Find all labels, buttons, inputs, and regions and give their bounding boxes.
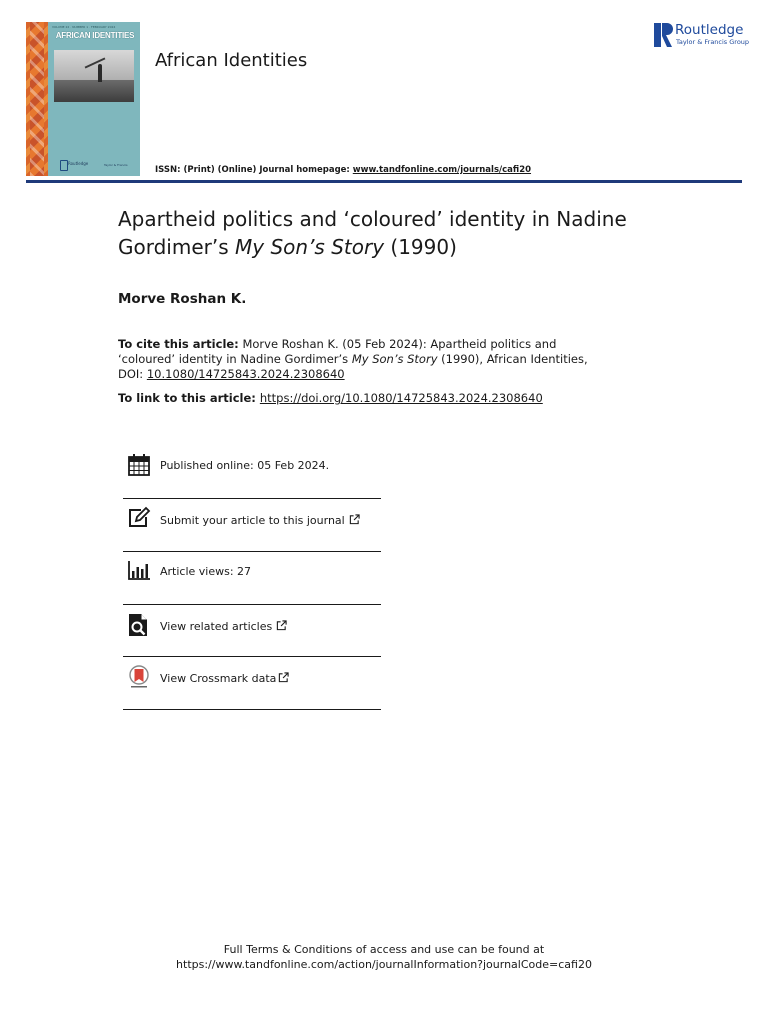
crossmark-icon [127, 665, 151, 689]
cover-title: AFRICAN IDENTITIES [55, 31, 135, 40]
calendar-icon [127, 453, 151, 477]
info-label-crossmark[interactable]: View Crossmark data [160, 672, 289, 685]
journal-homepage-link[interactable]: www.tandfonline.com/journals/cafi20 [352, 165, 532, 175]
cite-label: To cite this article: [118, 337, 239, 351]
cover-publisher-group: Taylor & Francis [104, 163, 128, 167]
cover-publisher-name: Routledge [68, 161, 89, 166]
footer-terms-link[interactable]: https://www.tandfonline.com/action/journalInformation?journalCode=cafi20 [176, 958, 592, 971]
journal-name: African Identities [155, 50, 308, 71]
info-label-views: Article views: 27 [160, 565, 252, 578]
external-link-icon [276, 620, 287, 631]
info-row-submit[interactable] [123, 503, 381, 555]
header-divider [26, 180, 742, 183]
info-label-related[interactable]: View related articles [160, 620, 287, 633]
article-title-italic: My Son’s Story [235, 235, 385, 259]
link-label: To link to this article: [118, 391, 256, 405]
cover-publisher-logo [60, 160, 68, 171]
search-document-icon [127, 613, 151, 637]
info-divider [123, 498, 381, 499]
publisher-name[interactable]: Routledge [675, 22, 744, 38]
info-label-submit[interactable]: Submit your article to this journal [160, 514, 360, 527]
issn-line [155, 165, 531, 175]
footer-terms-line: Full Terms & Conditions of access and use can be found at [223, 943, 545, 956]
external-link-icon [349, 514, 360, 525]
info-divider [123, 656, 381, 657]
cover-volume-line: VOLUME 22 · NUMBER 1 · FEBRUARY 2024 [52, 25, 116, 29]
info-divider [123, 709, 381, 710]
info-label-published: Published online: 05 Feb 2024. [160, 459, 330, 472]
issn-text: ISSN: (Print) (Online) Journal homepage: [155, 165, 353, 175]
info-divider [123, 551, 381, 552]
info-row-published [123, 450, 381, 502]
citation-doi-link[interactable]: 10.1080/14725843.2024.2308640 [146, 367, 345, 381]
routledge-logo-icon[interactable] [653, 22, 675, 48]
journal-cover-image [26, 22, 140, 176]
info-divider [123, 604, 381, 605]
info-row-views [123, 555, 381, 607]
external-link-icon [278, 672, 289, 683]
article-title: Apartheid politics and ‘coloured’ identity in Nadine Gordimer’s My Son’s Story (1990) [118, 207, 627, 259]
bar-chart-icon [127, 558, 151, 582]
article-link-line [118, 391, 543, 405]
citation-block: To cite this article: Morve Roshan K. (05 Feb 2024): Apartheid politics and ‘coloured’ identity in Nadine Gordimer’s My Son’s Story (1990), African Identities, DOI: 10.1080/14725843.2024.2308640 [118, 337, 588, 381]
edit-icon [127, 506, 151, 530]
cover-photo [54, 50, 134, 102]
cover-border-pattern [26, 22, 48, 176]
article-author: Morve Roshan K. [118, 291, 247, 307]
info-row-crossmark[interactable] [123, 660, 381, 712]
info-row-related[interactable] [123, 608, 381, 660]
publisher-group: Taylor & Francis Group [676, 38, 750, 46]
article-doi-link[interactable]: https://doi.org/10.1080/14725843.2024.2308640 [259, 391, 543, 405]
